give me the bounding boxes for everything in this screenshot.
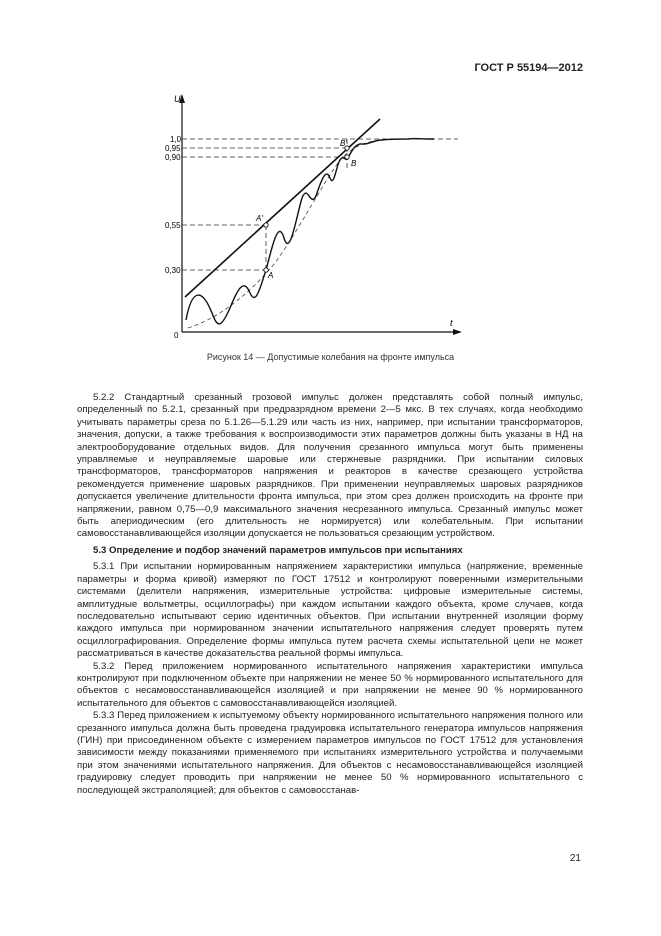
paragraph-5-3-3: 5.3.3 Перед приложением к испытуемому объекту нормированного испытательного напряжения полного или срезанного импульса должна быть проведена градуировка испытательного генератора импульсов напряжения (ГИН) при присоединенном объекте с измерением параметров импульсов по ГОСТ 17512 для установления зависимости между показаниями применяемого при испытаниях измерительного устройства и получаемыми при этом значениями испытательного напряжения. Для объектов с несамовосстанавливающейся изоляцией градуировку следует проводить при напряжении не менее 50 % нормированного испытательного с последующей экстраполяцией; для объектов с самовосстанав- xyxy=(77,710,583,796)
page-number: 21 xyxy=(569,853,581,864)
y-tick-0-90: 0,90 xyxy=(165,153,181,162)
label-b: B xyxy=(351,159,357,168)
point-b xyxy=(345,155,349,159)
label-a-prime: A' xyxy=(256,214,263,223)
impulse-figure xyxy=(160,88,480,350)
y-tick-0-95: 0,95 xyxy=(165,144,181,153)
figure-caption: Рисунок 14 — Допустимые колебания на фронте импульса xyxy=(206,352,455,362)
impulse-diagram xyxy=(160,88,480,350)
oscillating-front xyxy=(186,139,434,324)
body-text xyxy=(77,392,583,797)
mean-curve xyxy=(188,139,400,328)
y-tick-1-0: 1,0 xyxy=(170,135,182,144)
x-axis-arrow xyxy=(453,329,462,335)
document-header: ГОСТ Р 55194—2012 xyxy=(474,62,583,74)
label-b-prime: B' xyxy=(340,139,347,148)
y-tick-0-30: 0,30 xyxy=(165,266,181,275)
section-title-5-3: 5.3 Определение и подбор значений параметров импульсов при испытаниях xyxy=(93,544,463,556)
paragraph-5-3-2: 5.3.2 Перед приложением нормированного испытательного напряжения характеристики импульса контролируют при подключенном объекте при напряжении не менее 50 % нормированного испытательного для объектов с несамовосстанавливающейся изоляцией и при напряжении не менее 90 % нормированного испытательного для объектов с самовосстанавливающейся изоляцией. xyxy=(77,660,583,709)
paragraph-5-2-2: 5.2.2 Стандартный срезанный грозовой импульс должен представлять собой полный импульс, определенный по 5.2.1, срезанный при предразрядном времени 2—5 мкс. В тех случаях, когда необходимо учитывать параметры среза по 5.1.26—5.1.29 или часть из них, например, при испытании трансформаторов, значения, допуски, а также требования к воспроизводимости этих параметров должны быть указаны в НД на электрооборудование отдельных видов. Для получения срезанного импульса могут быть применены управляемые и неуправляемые шаровые или стержневые разрядники. При испытании силовых трансформаторов, трансформаторов напряжения и реакторов в качестве срезающего устройства рекомендуется применение шаровых разрядников. При применении неуправляемых шаровых разрядников допускается увеличение длительности фронта импульса, при этом срез должен происходить на фронте при напряжении, равном 0,75—0,9 максимального значения несрезанного импульса. Срезанный импульс может быть апериодическим (его длительность не нормируется) или колебательным. При испытании самовосстанавливающейся изоляции допускается не пользоваться срезающим устройством. xyxy=(77,392,583,540)
y-tick-0-55: 0,55 xyxy=(165,221,181,230)
origin-label: 0 xyxy=(174,331,179,340)
x-axis-label: t xyxy=(450,318,453,328)
point-a-prime xyxy=(264,223,268,227)
label-a: A xyxy=(268,271,274,280)
y-axis-label: U xyxy=(174,94,181,104)
tangent-line xyxy=(185,119,380,297)
paragraph-5-3-1: 5.3.1 При испытании нормированным напряжением характеристики импульса (напряжение, временные параметры и форма кривой) измеряют по ГОСТ 17512 и контролируют поверенными измерительными системами (делители напряжения, измерительные устройства: цифровые измерительные системы, амплитудные вольтметры, осциллографы) при каждом испытании каждого объекта, кроме случаев, когда последовательно испытывают серию идентичных объектов. При испытании внутренней изоляции форму каждого импульса при нормированном значении испытательного напряжения следует проверять путем осциллографирования. Определение формы импульса путем расчета схемы испытательной цепи не может рассматриваться в качестве доказательства реальной формы импульса. xyxy=(77,561,583,660)
